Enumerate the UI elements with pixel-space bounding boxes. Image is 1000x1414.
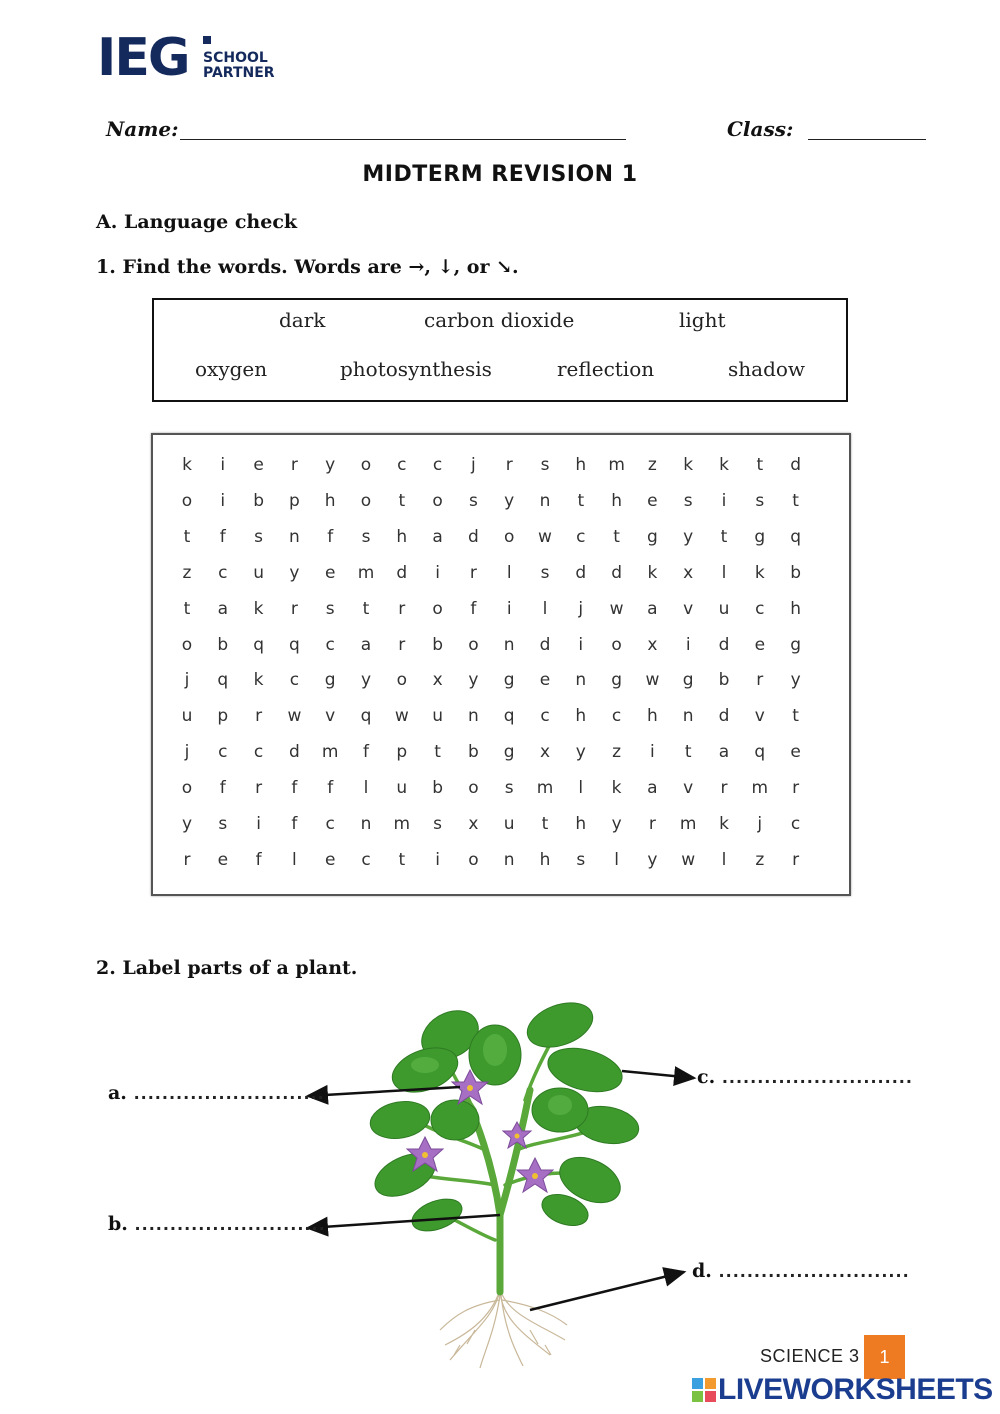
subject-label: SCIENCE 3: [760, 1346, 860, 1366]
grid-letter[interactable]: x: [468, 814, 479, 834]
grid-letter[interactable]: j: [757, 814, 763, 834]
grid-letter[interactable]: z: [182, 562, 192, 583]
grid-letter[interactable]: t: [541, 814, 549, 834]
grid-letter[interactable]: o: [432, 490, 443, 511]
grid-letter[interactable]: n: [575, 670, 587, 691]
grid-letter[interactable]: a: [647, 778, 658, 799]
grid-letter[interactable]: t: [684, 742, 692, 763]
grid-letter[interactable]: z: [612, 742, 622, 763]
grid-letter[interactable]: x: [539, 742, 551, 763]
grid-letter[interactable]: s: [218, 814, 228, 834]
grid-letter[interactable]: a: [360, 634, 372, 655]
grid-letter[interactable]: y: [790, 670, 801, 691]
name-label: Name:: [106, 117, 179, 141]
grid-letter[interactable]: y: [289, 562, 300, 583]
grid-letter[interactable]: h: [575, 455, 587, 475]
grid-letter[interactable]: r: [648, 814, 656, 834]
grid-letter[interactable]: t: [792, 490, 799, 511]
grid-letter[interactable]: b: [253, 490, 264, 511]
grid-letter[interactable]: e: [790, 742, 801, 763]
grid-letter[interactable]: h: [790, 598, 801, 619]
grid-letter[interactable]: y: [468, 670, 479, 691]
grid-letter[interactable]: y: [611, 814, 622, 834]
grid-letter[interactable]: e: [324, 849, 336, 870]
grid-letter[interactable]: b: [432, 778, 443, 799]
label-d: [692, 1260, 910, 1282]
grid-letter[interactable]: q: [217, 670, 229, 691]
grid-letter[interactable]: u: [253, 562, 264, 583]
grid-letter[interactable]: y: [575, 742, 586, 763]
label-b-letter: b.: [108, 1213, 128, 1235]
grid-letter[interactable]: b: [217, 634, 229, 655]
grid-letter[interactable]: d: [718, 634, 730, 655]
grid-letter[interactable]: l: [506, 562, 512, 583]
grid-letter[interactable]: t: [613, 526, 620, 547]
grid-letter[interactable]: q: [754, 742, 766, 763]
grid-letter[interactable]: s: [433, 814, 443, 834]
grid-letter[interactable]: x: [683, 562, 694, 583]
grid-letter[interactable]: c: [790, 814, 801, 834]
word-bank-item: oxygen: [195, 357, 268, 381]
word-bank-item: photosynthesis: [340, 357, 492, 381]
grid-letter[interactable]: d: [790, 455, 801, 475]
word-bank-item: shadow: [728, 357, 806, 381]
logo-line-1: SCHOOL: [203, 50, 268, 66]
grid-letter[interactable]: s: [540, 455, 550, 475]
grid-letter[interactable]: e: [539, 670, 551, 691]
grid-letter[interactable]: r: [398, 634, 406, 655]
grid-letter[interactable]: o: [360, 490, 372, 511]
grid-letter[interactable]: m: [751, 778, 769, 799]
grid-letter[interactable]: q: [790, 526, 801, 547]
grid-letter[interactable]: s: [468, 490, 478, 511]
grid-letter[interactable]: l: [578, 778, 584, 799]
grid-letter[interactable]: r: [792, 778, 800, 799]
grid-letter[interactable]: m: [393, 814, 411, 834]
grid-letter[interactable]: i: [220, 490, 226, 511]
grid-letter[interactable]: l: [721, 849, 727, 870]
grid-letter[interactable]: n: [468, 706, 479, 727]
task-1-instruction: 1. Find the words. Words are →, ↓, or ↘.: [96, 256, 519, 278]
grid-letter[interactable]: f: [363, 742, 369, 763]
grid-letter[interactable]: g: [646, 526, 658, 547]
grid-letter[interactable]: o: [468, 778, 479, 799]
grid-letter[interactable]: q: [288, 634, 300, 655]
grid-letter[interactable]: c: [218, 742, 228, 763]
grid-letter[interactable]: w: [394, 706, 409, 727]
grid-letter[interactable]: c: [325, 814, 335, 834]
label-a-letter: a.: [108, 1082, 127, 1104]
grid-letter[interactable]: e: [647, 490, 658, 511]
grid-letter[interactable]: b: [467, 742, 479, 763]
grid-letter[interactable]: g: [754, 526, 766, 547]
grid-letter[interactable]: q: [253, 634, 264, 655]
logo-line-2: PARTNER: [203, 65, 275, 81]
grid-letter[interactable]: t: [577, 490, 585, 511]
grid-letter[interactable]: i: [435, 562, 440, 583]
grid-letter[interactable]: u: [432, 706, 443, 727]
grid-letter[interactable]: y: [181, 814, 193, 834]
grid-letter[interactable]: t: [720, 526, 728, 547]
label-a-answer-field[interactable]: ...........................: [133, 1084, 325, 1103]
grid-letter[interactable]: e: [253, 455, 264, 475]
grid-letter[interactable]: v: [683, 598, 694, 619]
grid-letter[interactable]: q: [360, 706, 372, 727]
grid-letter[interactable]: t: [398, 490, 406, 511]
grid-letter[interactable]: t: [756, 455, 764, 475]
grid-letter[interactable]: t: [183, 526, 191, 547]
grid-letter[interactable]: i: [220, 455, 226, 475]
grid-letter[interactable]: o: [360, 455, 372, 475]
grid-letter[interactable]: t: [792, 706, 799, 727]
grid-letter[interactable]: w: [538, 526, 552, 547]
arrow-a: [308, 1087, 460, 1096]
grid-letter[interactable]: z: [647, 455, 657, 475]
grid-letter[interactable]: w: [287, 706, 302, 727]
grid-letter[interactable]: f: [470, 598, 477, 619]
grid-letter[interactable]: c: [576, 526, 586, 547]
grid-letter[interactable]: r: [505, 455, 513, 475]
grid-letter[interactable]: s: [504, 778, 514, 799]
word-bank-item: carbon dioxide: [424, 308, 575, 332]
page-number: 1: [864, 1335, 905, 1379]
grid-letter[interactable]: n: [682, 706, 694, 727]
grid-letter[interactable]: s: [254, 526, 264, 547]
label-d-answer-field[interactable]: ...........................: [718, 1262, 910, 1281]
grid-letter[interactable]: g: [503, 742, 515, 763]
grid-letter[interactable]: x: [647, 634, 658, 655]
grid-letter[interactable]: m: [679, 814, 697, 834]
grid-letter[interactable]: h: [575, 814, 587, 834]
grid-letter[interactable]: i: [650, 742, 655, 763]
grid-letter[interactable]: e: [324, 562, 336, 583]
grid-letter[interactable]: s: [683, 490, 693, 511]
grid-letter[interactable]: s: [361, 526, 371, 547]
grid-letter[interactable]: t: [183, 598, 191, 619]
word-bank-item: reflection: [557, 357, 655, 381]
task-2-instruction: 2. Label parts of a plant.: [96, 957, 358, 979]
grid-letter[interactable]: k: [719, 814, 729, 834]
grid-letter[interactable]: r: [290, 598, 298, 619]
grid-letter[interactable]: n: [360, 814, 372, 834]
grid-letter[interactable]: j: [471, 455, 476, 475]
grid-letter[interactable]: c: [253, 742, 264, 763]
grid-letter[interactable]: r: [255, 706, 263, 727]
grid-letter[interactable]: v: [325, 706, 336, 727]
grid-letter[interactable]: a: [432, 526, 443, 547]
grid-letter[interactable]: j: [184, 742, 190, 763]
grid-letter[interactable]: g: [682, 670, 694, 691]
grid-letter[interactable]: h: [396, 526, 408, 547]
grid-letter[interactable]: l: [721, 562, 727, 583]
label-b-answer-field[interactable]: ...........................: [134, 1215, 326, 1234]
grid-letter[interactable]: d: [396, 562, 408, 583]
label-c-letter: c.: [697, 1066, 716, 1088]
section-heading: A. Language check: [96, 211, 298, 233]
grid-letter[interactable]: r: [255, 778, 263, 799]
grid-letter[interactable]: o: [181, 490, 193, 511]
grid-letter[interactable]: w: [645, 670, 660, 691]
grid-letter[interactable]: g: [503, 670, 515, 691]
arrow-d: [530, 1272, 684, 1310]
grid-letter[interactable]: h: [575, 706, 587, 727]
grid-letter[interactable]: e: [217, 849, 229, 870]
word-bank-item: dark: [279, 308, 326, 332]
grid-letter[interactable]: z: [755, 849, 765, 870]
grid-letter[interactable]: a: [718, 742, 730, 763]
grid-letter[interactable]: y: [360, 670, 372, 691]
grid-letter[interactable]: l: [614, 849, 619, 870]
grid-letter[interactable]: r: [183, 849, 191, 870]
grid-letter[interactable]: u: [396, 778, 408, 799]
grid-letter[interactable]: i: [435, 849, 440, 870]
grid-letter[interactable]: h: [611, 490, 622, 511]
label-c-answer-field[interactable]: ...........................: [721, 1068, 913, 1087]
grid-letter[interactable]: l: [542, 598, 548, 619]
grid-letter[interactable]: n: [503, 634, 515, 655]
grid-letter[interactable]: u: [181, 706, 193, 727]
grid-letter[interactable]: g: [790, 634, 801, 655]
grid-letter[interactable]: d: [288, 742, 300, 763]
grid-letter[interactable]: y: [504, 490, 515, 511]
grid-letter[interactable]: c: [432, 455, 443, 475]
grid-letter[interactable]: k: [182, 455, 192, 475]
label-b: [108, 1213, 326, 1235]
grid-letter[interactable]: o: [181, 634, 193, 655]
class-label: Class:: [727, 117, 794, 141]
word-bank-item: light: [679, 308, 726, 332]
grid-letter[interactable]: h: [539, 849, 551, 870]
grid-letter[interactable]: p: [396, 742, 408, 763]
grid-letter[interactable]: c: [755, 598, 765, 619]
label-a: [108, 1082, 325, 1104]
grid-letter[interactable]: v: [754, 706, 765, 727]
grid-letter[interactable]: c: [397, 455, 407, 475]
grid-letter[interactable]: w: [681, 849, 696, 870]
grid-letter[interactable]: c: [289, 670, 300, 691]
grid-letter[interactable]: b: [790, 562, 801, 583]
grid-letter[interactable]: r: [720, 778, 728, 799]
grid-letter[interactable]: k: [719, 455, 729, 475]
grid-letter[interactable]: j: [184, 670, 190, 691]
grid-letter[interactable]: f: [219, 526, 226, 547]
grid-letter[interactable]: i: [685, 634, 691, 655]
grid-letter[interactable]: n: [503, 849, 515, 870]
grid-letter[interactable]: f: [327, 526, 334, 547]
grid-letter[interactable]: n: [539, 490, 551, 511]
grid-letter[interactable]: q: [503, 706, 515, 727]
grid-letter[interactable]: o: [181, 778, 193, 799]
grid-letter[interactable]: d: [575, 562, 587, 583]
grid-letter[interactable]: k: [611, 778, 622, 799]
grid-letter[interactable]: h: [324, 490, 336, 511]
grid-letter[interactable]: m: [608, 455, 625, 475]
logo-brand: IEG: [97, 28, 189, 88]
grid-letter[interactable]: f: [291, 778, 298, 799]
arrow-b: [308, 1215, 500, 1228]
grid-letter[interactable]: m: [357, 562, 375, 583]
grid-letter[interactable]: t: [434, 742, 441, 763]
grid-letter[interactable]: g: [611, 670, 622, 691]
grid-letter[interactable]: o: [396, 670, 407, 691]
grid-letter[interactable]: k: [253, 598, 264, 619]
liveworksheets-logo-icon: [692, 1378, 716, 1402]
grid-letter[interactable]: m: [321, 742, 339, 763]
grid-letter[interactable]: m: [536, 778, 554, 799]
grid-letter[interactable]: s: [540, 562, 550, 583]
grid-letter[interactable]: k: [754, 562, 765, 583]
grid-letter[interactable]: j: [578, 598, 584, 619]
grid-letter[interactable]: f: [255, 849, 262, 870]
grid-letter[interactable]: h: [647, 706, 658, 727]
grid-letter[interactable]: b: [718, 670, 730, 691]
grid-letter[interactable]: t: [362, 598, 370, 619]
grid-letter[interactable]: o: [468, 849, 479, 870]
grid-letter[interactable]: r: [290, 455, 298, 475]
grid-letter[interactable]: i: [578, 634, 584, 655]
grid-letter[interactable]: v: [683, 778, 694, 799]
grid-letter[interactable]: o: [432, 598, 443, 619]
grid-letter[interactable]: r: [756, 670, 764, 691]
grid-letter[interactable]: k: [253, 670, 264, 691]
grid-letter[interactable]: r: [469, 562, 477, 583]
grid-letter[interactable]: k: [683, 455, 694, 475]
grid-letter[interactable]: a: [217, 598, 228, 619]
grid-letter[interactable]: u: [503, 814, 515, 834]
grid-letter[interactable]: c: [325, 634, 335, 655]
grid-letter[interactable]: s: [576, 849, 586, 870]
grid-letter[interactable]: t: [398, 849, 406, 870]
grid-letter[interactable]: r: [398, 598, 406, 619]
grid-letter[interactable]: s: [755, 490, 765, 511]
grid-letter[interactable]: d: [467, 526, 479, 547]
grid-letter[interactable]: b: [432, 634, 443, 655]
grid-letter[interactable]: o: [611, 634, 622, 655]
grid-letter[interactable]: w: [609, 598, 624, 619]
grid-letter[interactable]: u: [718, 598, 730, 619]
grid-letter[interactable]: k: [647, 562, 658, 583]
grid-letter[interactable]: x: [432, 670, 443, 691]
grid-letter[interactable]: s: [325, 598, 335, 619]
grid-letter[interactable]: f: [219, 778, 226, 799]
grid-letter[interactable]: i: [721, 490, 727, 511]
grid-letter[interactable]: a: [647, 598, 658, 619]
grid-letter[interactable]: i: [256, 814, 261, 834]
grid-letter[interactable]: l: [363, 778, 369, 799]
grid-letter[interactable]: f: [291, 814, 298, 834]
grid-letter[interactable]: f: [327, 778, 334, 799]
grid-letter[interactable]: e: [754, 634, 766, 655]
grid-letter[interactable]: c: [611, 706, 622, 727]
grid-letter[interactable]: p: [217, 706, 229, 727]
grid-letter[interactable]: l: [292, 849, 297, 870]
grid-letter[interactable]: c: [218, 562, 228, 583]
grid-letter[interactable]: p: [288, 490, 300, 511]
grid-letter[interactable]: y: [647, 849, 658, 870]
grid-letter[interactable]: c: [361, 849, 371, 870]
grid-letter[interactable]: n: [289, 526, 300, 547]
grid-letter[interactable]: c: [540, 706, 550, 727]
grid-letter[interactable]: o: [468, 634, 479, 655]
grid-letter[interactable]: y: [683, 526, 694, 547]
grid-letter[interactable]: d: [539, 634, 551, 655]
grid-letter[interactable]: d: [611, 562, 622, 583]
grid-letter[interactable]: y: [325, 455, 336, 475]
grid-letter[interactable]: g: [324, 670, 336, 691]
arrow-c: [622, 1071, 694, 1078]
liveworksheets-brand: LIVEWORKSHEETS: [718, 1373, 993, 1406]
grid-letter[interactable]: d: [718, 706, 730, 727]
label-c: [697, 1066, 913, 1088]
grid-letter[interactable]: i: [506, 598, 512, 619]
label-d-letter: d.: [692, 1260, 712, 1282]
page-title: MIDTERM REVISION 1: [362, 162, 638, 187]
grid-letter[interactable]: r: [792, 849, 800, 870]
grid-letter[interactable]: o: [503, 526, 515, 547]
